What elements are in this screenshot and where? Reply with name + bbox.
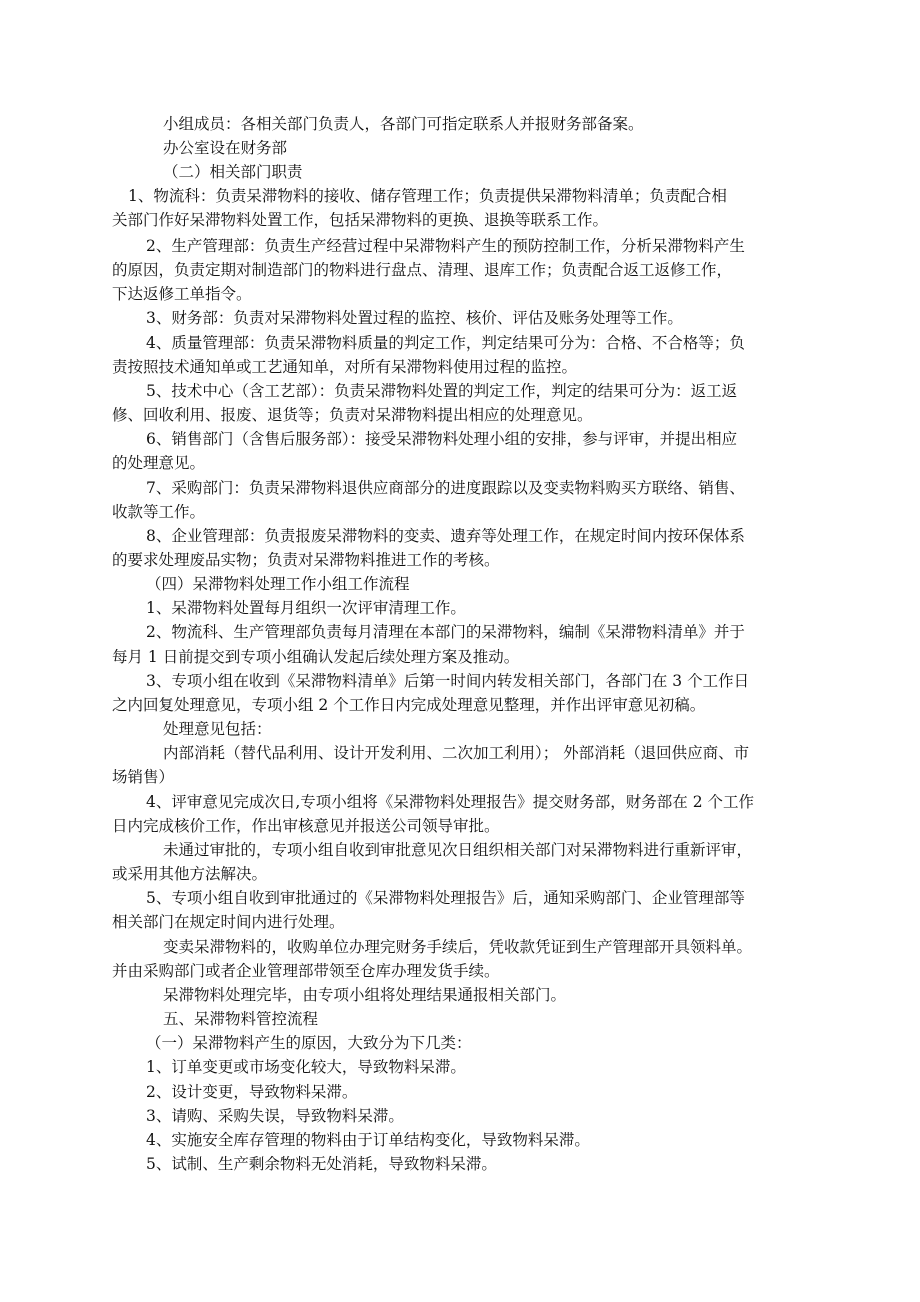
text-line: 或采用其他方法解决。 [112, 865, 268, 883]
text-line: 2、生产管理部：负责生产经营过程中呆滞物料产生的预防控制工作，分析呆滞物料产生 [146, 237, 745, 255]
text-line: 5、专项小组自收到审批通过的《呆滞物料处理报告》后，通知采购部门、企业管理部等 [146, 889, 745, 907]
text-line: 收款等工作。 [112, 503, 206, 521]
list-item: 5、试制、生产剩余物料无处消耗，导致物料呆滞。 [146, 1155, 497, 1173]
text-line: 3、财务部：负责对呆滞物料处置过程的监控、核价、评估及账务处理等工作。 [146, 309, 683, 327]
text-line: 4、评审意见完成次日,专项小组将《呆滞物料处理报告》提交财务部，财务部在 2 个工作 [146, 793, 755, 811]
text-line: 的处理意见。 [112, 454, 206, 472]
text-line: 责按照技术通知单或工艺通知单，对所有呆滞物料使用过程的监控。 [112, 358, 578, 376]
text-line: 1、物流科：负责呆滞物料的接收、储存管理工作；负责提供呆滞物料清单；负责配合相 [128, 187, 727, 205]
text-line: 下达返修工单指令。 [112, 285, 252, 303]
text-line: 7、采购部门：负责呆滞物料退供应商部分的进度跟踪以及变卖物料购买方联络、销售、 [146, 479, 745, 497]
text-line: 并由采购部门或者企业管理部带领至仓库办理发货手续。 [112, 962, 500, 980]
text-line: 之内回复处理意见，专项小组 2 个工作日内完成处理意见整理，并作出评审意见初稿。 [112, 696, 706, 714]
text-line: 6、销售部门（含售后服务部）：接受呆滞物料处理小组的安排，参与评审，并提出相应 [146, 430, 738, 448]
text-line: 相关部门在规定时间内进行处理。 [112, 913, 345, 931]
text-line: 5、技术中心（含工艺部）：负责呆滞物料处置的判定工作，判定的结果可分为：返工返 [146, 382, 738, 400]
text-line: 日内完成核价工作，作出审核意见并报送公司领导审批。 [112, 817, 500, 835]
list-item: 4、实施安全库存管理的物料由于订单结构变化，导致物料呆滞。 [146, 1131, 590, 1149]
list-item: 2、设计变更，导致物料呆滞。 [146, 1083, 358, 1101]
text-line: 3、专项小组在收到《呆滞物料清单》后第一时间内转发相关部门，各部门在 3 个工作日 [146, 672, 750, 690]
text-line: 2、物流科、生产管理部负责每月清理在本部门的呆滞物料，编制《呆滞物料清单》并于 [146, 623, 745, 641]
section-heading: 五、呆滞物料管控流程 [163, 1010, 319, 1028]
text-line: 未通过审批的，专项小组自收到审批意见次日组织相关部门对呆滞物料进行重新评审， [163, 841, 753, 859]
text-line: 内部消耗（替代品利用、设计开发利用、二次加工利用）； 外部消耗（退回供应商、市 [163, 744, 750, 762]
text-line: 处理意见包括： [163, 720, 272, 738]
text-line: 办公室设在财务部 [163, 139, 288, 157]
text-line: 的原因，负责定期对制造部门的物料进行盘点、清理、退库工作；负责配合返工返修工作， [112, 261, 733, 279]
text-line: 变卖呆滞物料的，收购单位办理完财务手续后，凭收款凭证到生产管理部开具领料单。 [163, 938, 753, 956]
section-heading: （一）呆滞物料产生的原因，大致分为下几类： [146, 1034, 472, 1052]
text-line: 8、企业管理部：负责报废呆滞物料的变卖、遗弃等处理工作，在规定时间内按环保体系 [146, 527, 745, 545]
section-heading: （二）相关部门职责 [163, 163, 303, 181]
text-line: 4、质量管理部：负责呆滞物料质量的判定工作，判定结果可分为：合格、不合格等；负 [146, 334, 745, 352]
text-line: 场销售） [112, 768, 175, 786]
list-item: 3、请购、采购失误，导致物料呆滞。 [146, 1107, 404, 1125]
list-item: 1、订单变更或市场变化较大，导致物料呆滞。 [146, 1058, 466, 1076]
text-line: 关部门作好呆滞物料处置工作，包括呆滞物料的更换、退换等联系工作。 [112, 211, 609, 229]
text-line: 1、呆滞物料处置每月组织一次评审清理工作。 [146, 599, 466, 617]
section-heading: （四）呆滞物料处理工作小组工作流程 [146, 575, 410, 593]
text-line: 呆滞物料处理完毕，由专项小组将处理结果通报相关部门。 [163, 986, 567, 1004]
text-line: 的要求处理废品实物；负责对呆滞物料推进工作的考核。 [112, 551, 500, 569]
text-line: 小组成员：各相关部门负责人，各部门可指定联系人并报财务部备案。 [163, 115, 644, 133]
text-line: 修、回收利用、报废、退货等；负责对呆滞物料提出相应的处理意见。 [112, 406, 593, 424]
text-line: 每月 1 日前提交到专项小组确认发起后续处理方案及推动。 [112, 648, 520, 666]
